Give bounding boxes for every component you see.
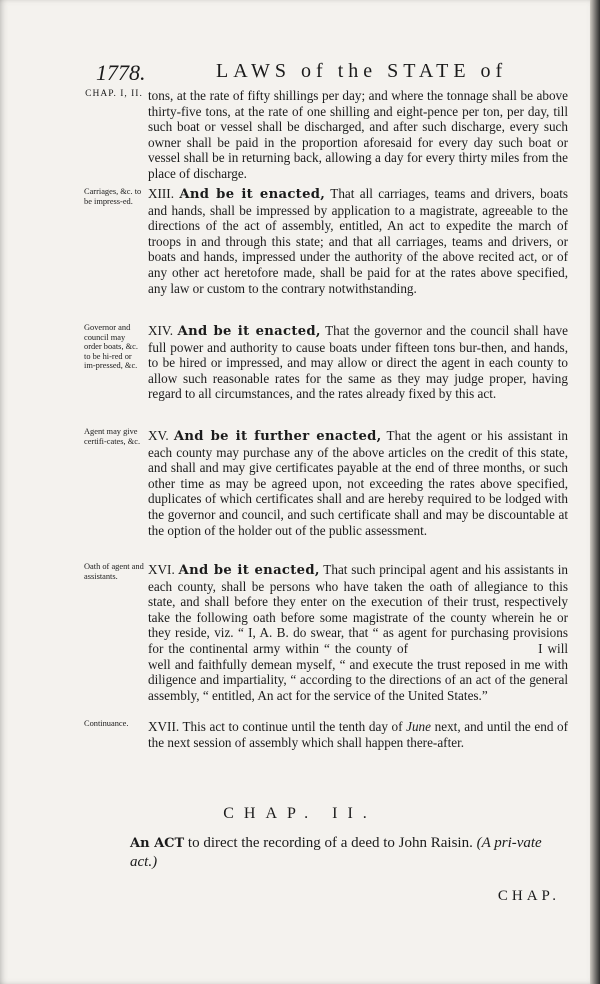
section-xvii-text-b: next, and until the end of the next session of assembly which shall happen there-after.: [148, 719, 569, 750]
catchword: CHAP.: [497, 888, 560, 904]
section-xv: [148, 428, 568, 538]
page-edge-shadow: [590, 0, 600, 984]
header-year: 1778.: [96, 60, 146, 85]
section-xiv-enacting-clause: And be it enacted,: [177, 324, 321, 339]
page-header: [96, 60, 526, 84]
section-xiii-text: That all carriages, teams and drivers, boats and hands, shall be impressed by application to a magistrate, agreeable to the directions of the act of assembly, entitled, An act to expedite the march of troops in and through this state; and that all carriages, teams and drivers, or boats and hands, impressed under the authority of the above recited act, or of any other act heretofore made, shall be paid for at the rates above specified, any law or custom to the contrary notwithstanding.: [148, 186, 569, 296]
side-note-carriages: Carriages, &c. to be impress-ed.: [84, 187, 142, 206]
side-note-agent: Agent may give certifi-cates, &c.: [84, 427, 141, 446]
section-xiii-enacting-clause: And be it enacted,: [179, 187, 326, 202]
section-xvi-enacting-clause: And be it enacted,: [178, 563, 320, 578]
section-xvii: [148, 719, 568, 750]
act-title: [130, 834, 570, 871]
section-xvi-text-a: That such principal agent and his assistants in each county, shall be persons who have taken the oath of allegiance to this state, and shall before they enter on the execution of their trust, respectively take the following oath before some magistrate of the county wherein he or they reside, viz. “ I, A. B. do swear, that “ as agent for purchasing provisions for the continental army within “ the county of: [148, 562, 569, 656]
side-note-oath: Oath of agent and assistants.: [84, 562, 144, 581]
section-xiv-text: That the governor and the council shall have full power and authority to cause boats under fifteen tons bur-then, and hands, to be hired or impressed, and may allow or direct the agent in each county to allow such reasonable rates for the same as they may judge proper, having regard to all circumstances, and the rates already fixed by this act.: [148, 323, 569, 402]
section-xiv: [148, 323, 568, 402]
side-note-chap: CHAP. I, II.: [85, 89, 143, 99]
header-title: LAWS of the STATE of: [216, 60, 508, 82]
act-prefix: An ACT: [130, 836, 185, 851]
chapter-heading: CHAP. II.: [223, 805, 377, 822]
section-xiv-number: XIV.: [148, 323, 174, 338]
section-xvi-text-b: I will well and faithfully demean myself, “ and execute the trust reposed in me with diligence and impartiality, “ according to the directions of an act of the general assembly, “ entitled, An act for the service of the United States.”: [148, 640, 569, 703]
act-note: (A pri-vate act.): [130, 835, 542, 870]
section-xvii-month: June: [406, 719, 432, 734]
act-title-text: to direct the recording of a deed to John Raisin.: [187, 835, 473, 851]
section-xiii-number: XIII.: [148, 186, 174, 201]
section-xvi: [148, 562, 568, 703]
section-xiii: [148, 186, 568, 296]
section-xvi-number: XVI.: [148, 562, 175, 577]
paragraph-continuation: [148, 88, 568, 182]
section-xvii-text-a: XVII. This act to continue until the tenth day of: [148, 719, 403, 734]
section-xv-enacting-clause: And be it further enacted,: [173, 429, 382, 444]
section-xv-number: XV.: [148, 428, 169, 443]
side-note-continuance: Continuance.: [84, 719, 129, 728]
paragraph-continuation-text: tons, at the rate of fifty shillings per day; and where the tonnage shall be above thirty-five tons, at the rate of one shilling and eight-pence per ton, per day, till such boat or vessel shall be discharged, and after such discharge, every such owner shall be paid in the proportion aforesaid for every day such boat or vessel shall be in returning back, allowing a day for every thirty miles from the place of discharge.: [148, 88, 568, 181]
side-note-governor: Governor and council may order boats, &c. to be hi-red or im-pressed, &c.: [84, 323, 138, 371]
section-xv-text: That the agent or his assistant in each county may purchase any of the above articles on the credit of this state, and shall and may give certificates payable at the end of three months, or such other time as may be agreed upon, not exceeding the rates above specified, duplicates of which certificates shall and are hereby required to be lodged with the governor and council, and such certificate shall and may be discountable at the option of the holder out of the public assessment.: [148, 428, 569, 538]
